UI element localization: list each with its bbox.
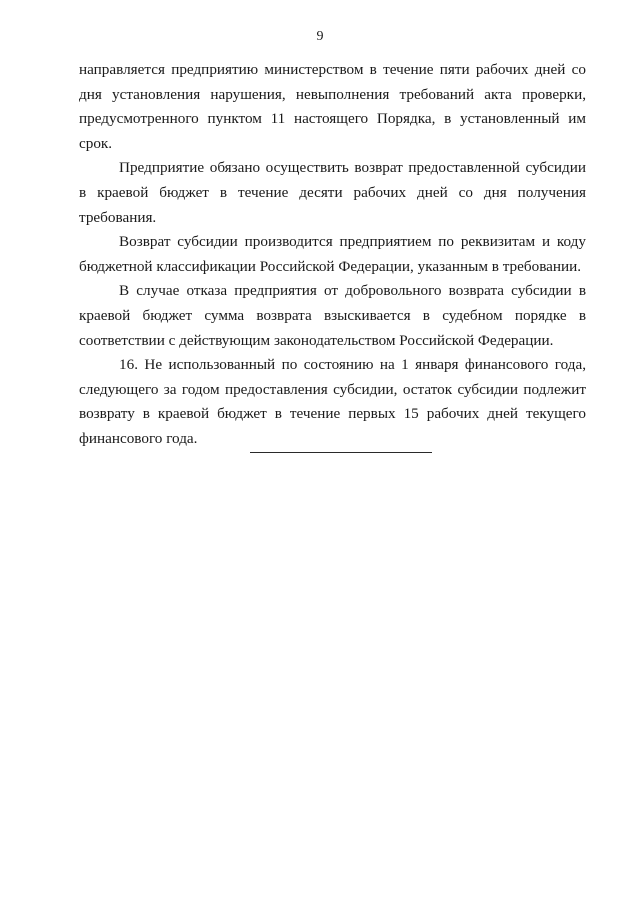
paragraph-refusal-court-recovery: В случае отказа предприятия от добровольного возврата субсидии в краевой бюджет сумма возврата взыскивается в судебном порядке в соответствии с действующим законодательством Российской Федерации. [79,282,586,349]
document-body [79,58,586,452]
closing-divider-line [250,452,432,453]
paragraph-subsidy-return-obligation: Предприятие обязано осуществить возврат предоставленной субсидии в краевой бюджет в течение десяти рабочих дней со дня получения требования. [79,159,586,226]
paragraph-item-16-unused-balance: 16. Не использованный по состоянию на 1 января финансового года, следующего за годом предоставления субсидии, остаток субсидии подлежит возврату в краевой бюджет в течение первых 15 рабочих дней текущего финансового года. [79,356,586,447]
paragraph-continuation: направляется предприятию министерством в течение пяти рабочих дней со дня установления нарушения, невыполнения требований акта проверки, предусмотренного пунктом 11 настоящего Порядка, в установленный им срок. [79,61,586,152]
paragraph-return-requisites: Возврат субсидии производится предприятием по реквизитам и коду бюджетной классификации Российской Федерации, указанным в требовании. [79,233,586,275]
page-number: 9 [316,29,324,44]
